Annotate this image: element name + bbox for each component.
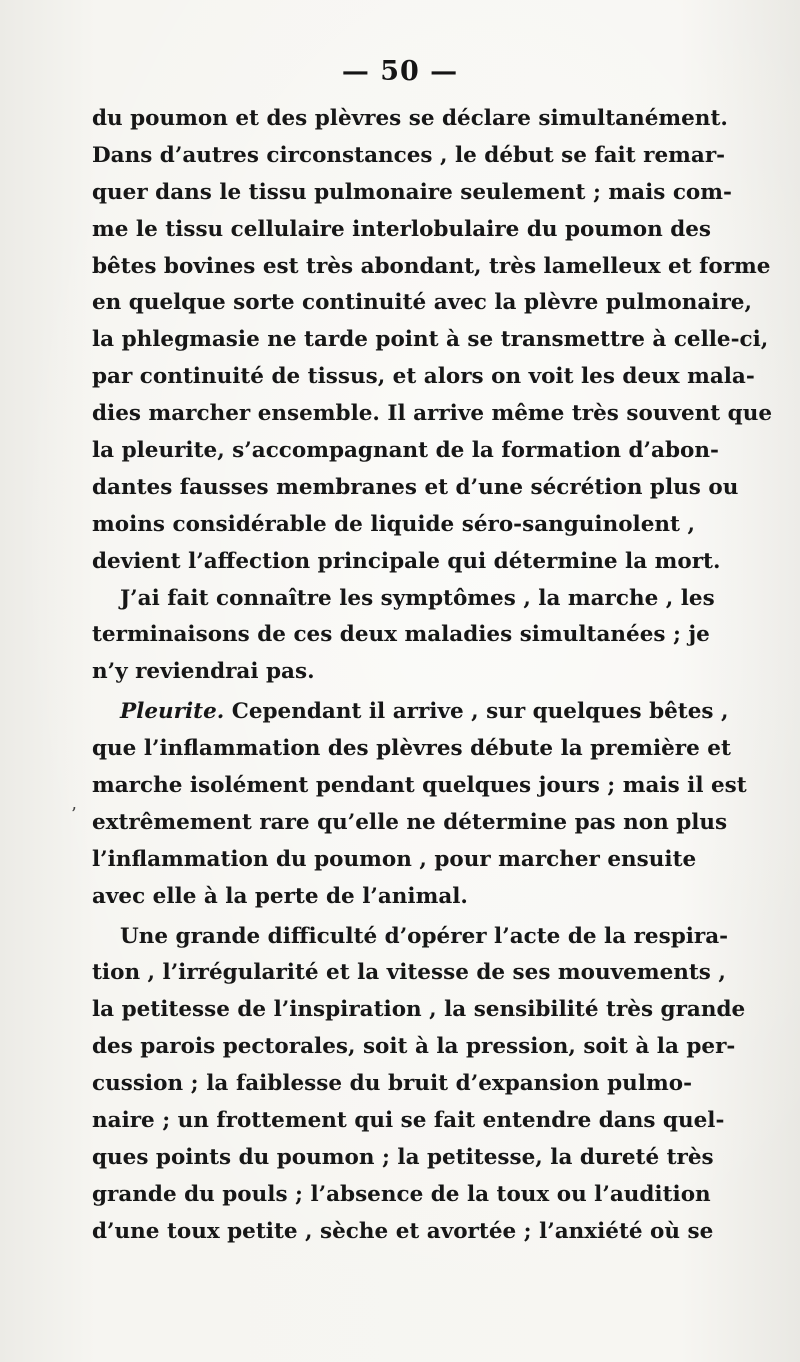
text-line: la phlegmasie ne tarde point à se transmettre à celle-ci,: [92, 327, 769, 353]
text-line: dies marcher ensemble. Il arrive même très souvent que: [92, 401, 773, 427]
page-text: [92, 101, 773, 1251]
text-line: tion , l’irrégularité et la vitesse de ses mouvements ,: [92, 960, 726, 986]
text-line: me le tissu cellulaire interlobulaire du poumon des: [92, 216, 712, 242]
text-line: en quelque sorte continuité avec la plèvre pulmonaire,: [92, 290, 752, 316]
text-line: la pleurite, s’accompagnant de la formation d’abon-: [92, 438, 719, 464]
text-line: l’inflammation du poumon , pour marcher ensuite: [92, 846, 697, 872]
text-line: des parois pectorales, soit à la pression, soit à la per-: [92, 1034, 736, 1060]
paragraph-pleurite: [92, 694, 747, 915]
text-line: Dans d’autres circonstances , le début se fait remar-: [92, 142, 726, 168]
text-line: J’ai fait connaître les symptômes , la marche , les: [120, 585, 715, 611]
text-line: marche isolément pendant quelques jours ; mais il est: [92, 773, 747, 799]
text-line: naire ; un frottement qui se fait entendre dans quel-: [92, 1108, 725, 1134]
text-line: avec elle à la perte de l’animal.: [92, 883, 468, 909]
text-line: extrêmement rare qu’elle ne détermine pas non plus: [92, 809, 728, 835]
text-line: terminaisons de ces deux maladies simultanées ; je: [92, 622, 710, 648]
text-line: [92, 694, 729, 731]
text-line-rest: Cependant il arrive , sur quelques bêtes ,: [224, 699, 729, 725]
text-line: Une grande difficulté d’opérer l’acte de la respira-: [120, 923, 729, 949]
text-line: bêtes bovines est très abondant, très lamelleux et forme: [92, 253, 771, 279]
section-lead-pleurite: Pleurite.: [120, 699, 225, 725]
text-line: moins considérable de liquide séro-sanguinolent ,: [92, 511, 695, 537]
text-line: devient l’affection principale qui détermine la mort.: [92, 548, 721, 574]
text-line: cussion ; la faiblesse du bruit d’expansion pulmo-: [92, 1071, 692, 1097]
text-line: ques points du poumon ; la petitesse, la dureté très: [92, 1144, 714, 1170]
page-number: — 50 —: [341, 56, 459, 87]
paragraph-symptoms: [92, 581, 715, 692]
paragraph-continuation: [92, 101, 773, 581]
text-line: grande du pouls ; l’absence de la toux ou l’audition: [92, 1181, 711, 1207]
text-line: la petitesse de l’inspiration , la sensibilité très grande: [92, 997, 746, 1023]
text-line: n’y reviendrai pas.: [92, 659, 315, 685]
text-line: du poumon et des plèvres se déclare simultanément.: [92, 106, 728, 131]
text-line: par continuité de tissus, et alors on voit les deux mala-: [92, 364, 755, 390]
text-line: d’une toux petite , sèche et avortée ; l’anxiété où se: [92, 1218, 714, 1244]
text-line: que l’inflammation des plèvres débute la première et: [92, 736, 731, 762]
text-line: dantes fausses membranes et d’une sécrétion plus ou: [92, 474, 739, 500]
text-line: quer dans le tissu pulmonaire seulement ; mais com-: [92, 179, 732, 205]
stray-ink-mark: ’: [71, 804, 77, 825]
paragraph-difficulty: [92, 919, 746, 1251]
